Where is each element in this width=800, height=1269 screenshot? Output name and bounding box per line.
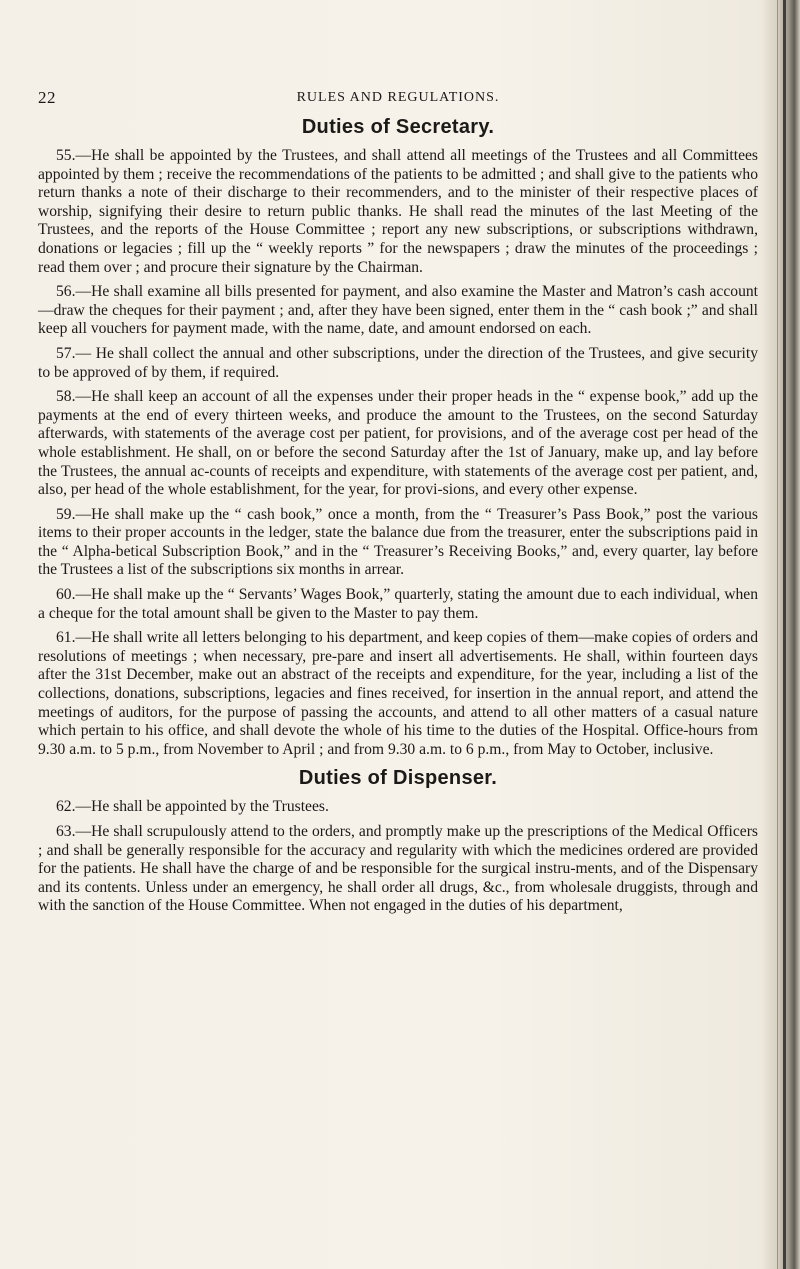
- paragraph-56: 56.—He shall examine all bills presented for payment, and also examine the Master and Matron’s cash account—draw the cheques for their payment ; and, after they have been signed, enter them in the “ cash book ;” and shall keep all vouchers for payment made, with the name, date, and amount endorsed on each.: [38, 283, 758, 338]
- page-number: 22: [38, 88, 56, 107]
- page-content: [38, 116, 758, 922]
- paragraph-62: 62.—He shall be appointed by the Trustees.: [56, 798, 329, 816]
- paragraph-58: 58.—He shall keep an account of all the expenses under their proper heads in the “ expense book,” add up the payments at the end of every thirteen weeks, and produce the amount to the Trustees, on the second Saturday afterwards, with statements of the average cost per patient, for provisions, and of the average cost per head of the whole establishment. He shall, on or before the second Saturday after the 1st of January, make up, and lay before the Trustees, the annual ac-counts of receipts and expenditure, with statements of the average cost per patient, and, also, per head of the whole establishment, for the year, for provi-sions, and every other expense.: [38, 388, 758, 499]
- section-title-dispenser: Duties of Dispenser.: [298, 767, 498, 790]
- running-head: RULES AND REGULATIONS.: [296, 90, 500, 105]
- page-header: [38, 88, 758, 110]
- binding-edge-inner: [777, 0, 778, 1269]
- paragraph-59: 59.—He shall make up the “ cash book,” once a month, from the “ Treasurer’s Pass Book,” post the various items to their proper accounts in the ledger, state the balance due from the treasurer, enter the subscriptions paid in the “ Alpha-betical Subscription Book,” and in the “ Treasurer’s Receiving Books,” and, every quarter, lay before the Trustees a list of the subscriptions six months in arrear.: [38, 505, 758, 579]
- paragraph-60: 60.—He shall make up the “ Servants’ Wages Book,” quarterly, stating the amount due to each individual, when a cheque for the total amount shall be given to the Master to pay them.: [38, 586, 758, 622]
- page-edge-shadow: [762, 0, 800, 1269]
- paragraph-63: 63.—He shall scrupulously attend to the orders, and promptly make up the prescriptions of the Medical Officers ; and shall be generally responsible for the accuracy and regularity with which the medicines ordered are provided for the patients. He shall have the charge of and be responsible for the surgical instru-ments, and of the Dispensary and its contents. Unless under an emergency, he shall order all drugs, &c., from wholesale druggists, through and with the sanction of the House Committee. When not engaged in the duties of his department,: [38, 823, 758, 915]
- binding-edge: [783, 0, 786, 1269]
- paragraph-57: 57.— He shall collect the annual and other subscriptions, under the direction of the Trustees, and give security to be approved of by them, if required.: [38, 344, 758, 381]
- section-title-secretary: Duties of Secretary.: [301, 116, 495, 138]
- paragraph-61: 61.—He shall write all letters belonging to his department, and keep copies of them—make copies of orders and resolutions of meetings ; when necessary, pre-pare and insert all advertisements. He shall, within fourteen days after the 31st December, make out an abstract of the receipts and expenditure, for the year, including a list of the collections, donations, subscriptions, legacies and fines received, for insertion in the annual report, and attend the meetings of auditors, for the purpose of passing the accounts, and attend to all other matters of a casual nature which pertain to his office, and shall devote the whole of his time to the duties of the Hospital. Office-hours from 9.30 a.m. to 5 p.m., from November to April ; and from 9.30 a.m. to 6 p.m., from May to October, inclusive.: [38, 629, 758, 758]
- paragraph-55: 55.—He shall be appointed by the Trustees, and shall attend all meetings of the Trustees and all Committees appointed by them ; receive the recommendations of the patients to be admitted ; and shall give to the patients who return thanks a note of their discharge to their recommenders, and to the minister of their respective places of worship, signifying their desire to return public thanks. He shall read the minutes of the last Meeting of the Trustees, and the reports of the House Committee ; report any new subscriptions, or subscriptions withdrawn, donations or legacies ; fill up the “ weekly reports ” for the newspapers ; draw the minutes of the proceedings ; read them over ; and procure their signature by the Chairman.: [38, 147, 758, 276]
